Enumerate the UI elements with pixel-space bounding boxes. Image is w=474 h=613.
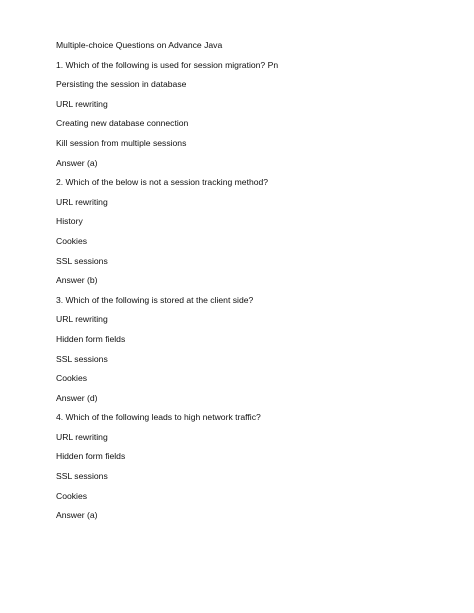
option-c: SSL sessions <box>56 353 108 364</box>
document-title: Multiple-choice Questions on Advance Java <box>56 40 223 50</box>
answer-text: Answer (b) <box>56 275 98 286</box>
option-a: URL rewriting <box>56 314 108 325</box>
question-text: 4. Which of the following leads to high network traffic? <box>56 412 261 423</box>
question-block-1 <box>56 60 456 169</box>
answer-text: Answer (a) <box>56 510 98 521</box>
question-block-2 <box>56 177 456 286</box>
option-b: History <box>56 216 83 227</box>
option-c: SSL sessions <box>56 471 108 482</box>
option-a: Persisting the session in database <box>56 79 187 90</box>
document-page <box>56 40 456 530</box>
option-d: Cookies <box>56 490 88 501</box>
option-c: Cookies <box>56 235 88 246</box>
option-b: Hidden form fields <box>56 451 126 462</box>
option-a: URL rewriting <box>56 431 108 442</box>
option-d: SSL sessions <box>56 255 108 266</box>
question-text: 2. Which of the below is not a session tracking method? <box>56 177 269 188</box>
answer-text: Answer (a) <box>56 157 98 168</box>
option-b: URL rewriting <box>56 98 108 109</box>
option-d: Cookies <box>56 373 88 384</box>
option-c: Creating new database connection <box>56 118 189 129</box>
question-block-3 <box>56 295 456 404</box>
option-d: Kill session from multiple sessions <box>56 137 187 148</box>
option-a: URL rewriting <box>56 196 108 207</box>
question-text: 1. Which of the following is used for session migration? Pn <box>56 59 279 70</box>
question-block-4 <box>56 412 456 521</box>
option-b: Hidden form fields <box>56 333 126 344</box>
answer-text: Answer (d) <box>56 392 98 403</box>
question-text: 3. Which of the following is stored at the client side? <box>56 294 254 305</box>
